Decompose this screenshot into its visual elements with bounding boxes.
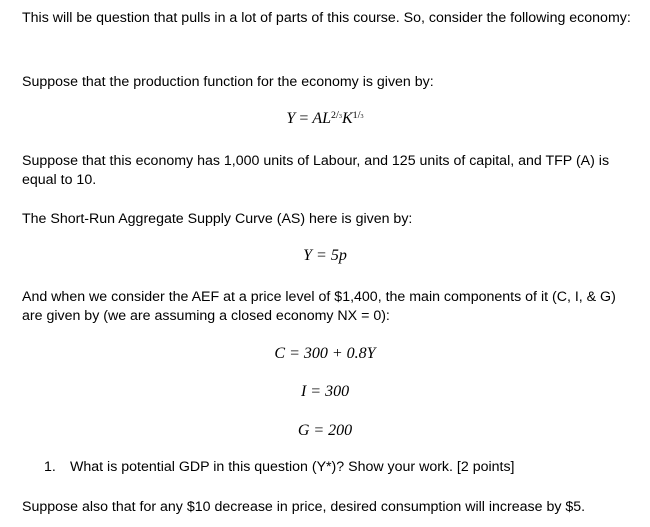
question-number: 1. xyxy=(44,459,56,475)
labour-variable: L xyxy=(322,110,332,127)
question-text: What is potential GDP in this question (Y*)? Show your work. [2 points] xyxy=(70,459,515,475)
investment-equation: I = 300 xyxy=(300,383,350,400)
aef-paragraph: And when we consider the AEF at a price level of $1,400, the main components of it (C, I, & G) are given by (we are assuming a closed economy NX = 0): xyxy=(22,289,616,324)
labour-capital-paragraph: Suppose that this economy has 1,000 units of Labour, and 125 units of capital, and TFP (A) is equal to 10. xyxy=(22,153,610,188)
question-1 xyxy=(44,458,515,477)
intro-paragraph: This will be question that pulls in a lot of parts of this course. So, consider the following economy: xyxy=(22,10,631,26)
capital-variable: K xyxy=(341,110,353,127)
as-equation: Y = 5p xyxy=(303,247,347,264)
price-note: Suppose also that for any $10 decrease in price, desired consumption will increase by $5. xyxy=(22,499,586,515)
labour-exponent: 2/3 xyxy=(331,109,342,121)
equals-sign: = xyxy=(299,110,309,127)
tfp-variable: A xyxy=(312,110,323,127)
consumption-equation: C = 300 + 0.8Y xyxy=(274,345,376,362)
government-equation: G = 200 xyxy=(297,422,353,439)
production-function-equation xyxy=(0,109,650,132)
output-variable: Y xyxy=(286,110,296,127)
production-intro: Suppose that the production function for the economy is given by: xyxy=(22,74,434,90)
as-intro: The Short-Run Aggregate Supply Curve (AS) here is given by: xyxy=(22,211,413,227)
capital-exponent: 1/3 xyxy=(352,109,364,121)
